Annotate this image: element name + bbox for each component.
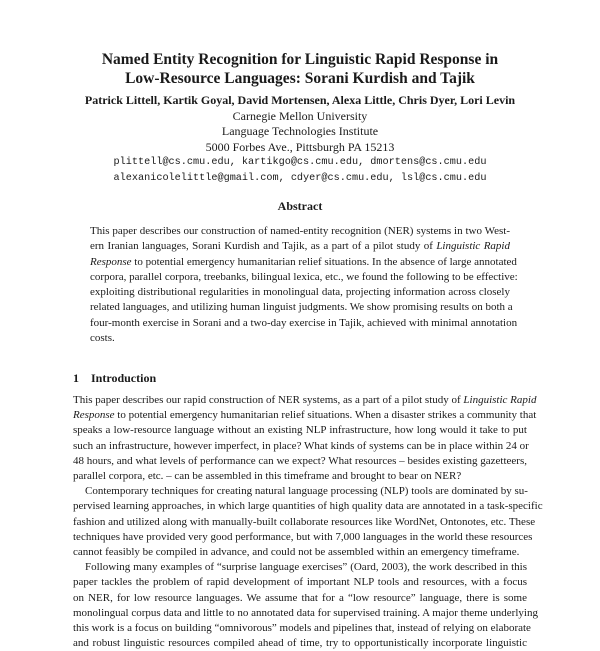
introduction-body	[73, 393, 543, 651]
body-line: 48 hours, and what levels of performance can we expect? What resources – besides existing gazetteers,	[73, 454, 527, 467]
body-line: cannot feasibly be compiled in advance, and could not be assembled within an emergency timeframe.	[73, 546, 520, 559]
affiliation-address: 5000 Forbes Ave., Pittsburgh PA 15213	[205, 139, 395, 154]
body-line: Following many examples of “surprise language exercises” (Oard, 2003), the work described in this	[85, 561, 527, 574]
body-line: Response to potential emergency humanitarian relief situations. When a disaster strikes a community that	[73, 409, 537, 422]
abstract-line: corpora, parallel corpora, treebanks, bilingual lexica, etc., we found the following to be effective:	[90, 270, 518, 283]
author-emails-line-2: alexanicolelittle@gmail.com, cdyer@cs.cmu.edu, lsl@cs.cmu.edu	[113, 172, 487, 184]
abstract-heading: Abstract	[277, 199, 323, 213]
affiliation-institute: Language Technologies Institute	[221, 124, 379, 138]
body-line: fashion and utilized along with manually-built collaborate resources like WordNet, Ontonotes, etc. These	[73, 515, 536, 528]
abstract-text	[90, 224, 518, 346]
author-emails-line-1: plittell@cs.cmu.edu, kartikgo@cs.cmu.edu, dmortens@cs.cmu.edu	[113, 157, 487, 168]
section-heading-introduction	[73, 371, 156, 386]
section-title: Introduction	[91, 371, 157, 385]
body-line: and robust linguistic resources compiled ahead of time, try to opportunistically incorporate linguistic	[73, 637, 527, 650]
body-line: on NER, for low resource languages. We assume that for a “low resource” language, there is some	[73, 591, 527, 604]
abstract-line: This paper describes our construction of named-entity recognition (NER) systems in two West-	[90, 225, 510, 237]
abstract-line: related languages, and utilizing human linguist judgments. We show promising results on both a	[90, 301, 513, 314]
author-names: Patrick Littell, Kartik Goyal, David Mortensen, Alexa Little, Chris Dyer, Lori Levin	[84, 93, 516, 107]
body-line: speaks a low-resource language without an existing NLP infrastructure, how long would it take to put	[73, 424, 527, 437]
title-line-1: Named Entity Recognition for Linguistic Rapid Response in	[101, 51, 499, 68]
author-block	[40, 93, 560, 186]
abstract-line: costs.	[90, 332, 115, 345]
abstract-line: exploiting distributional regularities in monolingual data, projecting information across closely	[90, 286, 510, 299]
body-line: parallel corpora, etc. – can be assembled in this timeframe and brought to bear on NER?	[73, 470, 462, 483]
abstract-line: ern Iranian languages, Sorani Kurdish and Tajik, as a part of a pilot study of Linguistic Rapid	[90, 240, 510, 253]
title-line-2: Low-Resource Languages: Sorani Kurdish and Tajik	[125, 70, 475, 87]
body-line: pervised learning approaches, in which large quantities of high quality data are annotated in a task-specific	[73, 500, 543, 513]
body-line: paper tackles the problem of rapid development of important NLP tools and resources, with a focus	[73, 576, 527, 589]
abstract-line: Response to potential emergency humanitarian relief situations. In the absence of large annotated	[90, 255, 517, 268]
body-line: such an infrastructure, however imperfect, in place? What kinds of systems can be in place within 24 or	[73, 439, 529, 452]
abstract-line: four-month exercise in Sorani and a two-day exercise in Tajik, achieved with minimal annotation	[90, 316, 518, 329]
body-line: Contemporary techniques for creating natural language processing (NLP) tools are dominated by su-	[85, 485, 528, 498]
body-line: monolingual corpus data and little to no annotated data for supervised training. A major theme underlying	[73, 606, 538, 619]
emphasis-text: Response	[73, 409, 115, 422]
affiliation-university: Carnegie Mellon University	[232, 108, 368, 123]
paper-title	[40, 50, 560, 88]
section-number: 1	[73, 371, 79, 385]
body-line: This paper describes our rapid construction of NER systems, as a part of a pilot study of Linguistic Rapid	[73, 394, 537, 406]
emphasis-text: Linguistic Rapid	[463, 394, 537, 406]
body-line: this work is a focus on building “omnivorous” models and pipelines that, instead of relying on elaborate	[73, 622, 531, 635]
body-line: techniques have provided very good performance, but with 7,000 languages in the world these resources	[73, 530, 533, 543]
emphasis-text: Linguistic Rapid	[436, 240, 510, 253]
emphasis-text: Response	[90, 255, 132, 268]
